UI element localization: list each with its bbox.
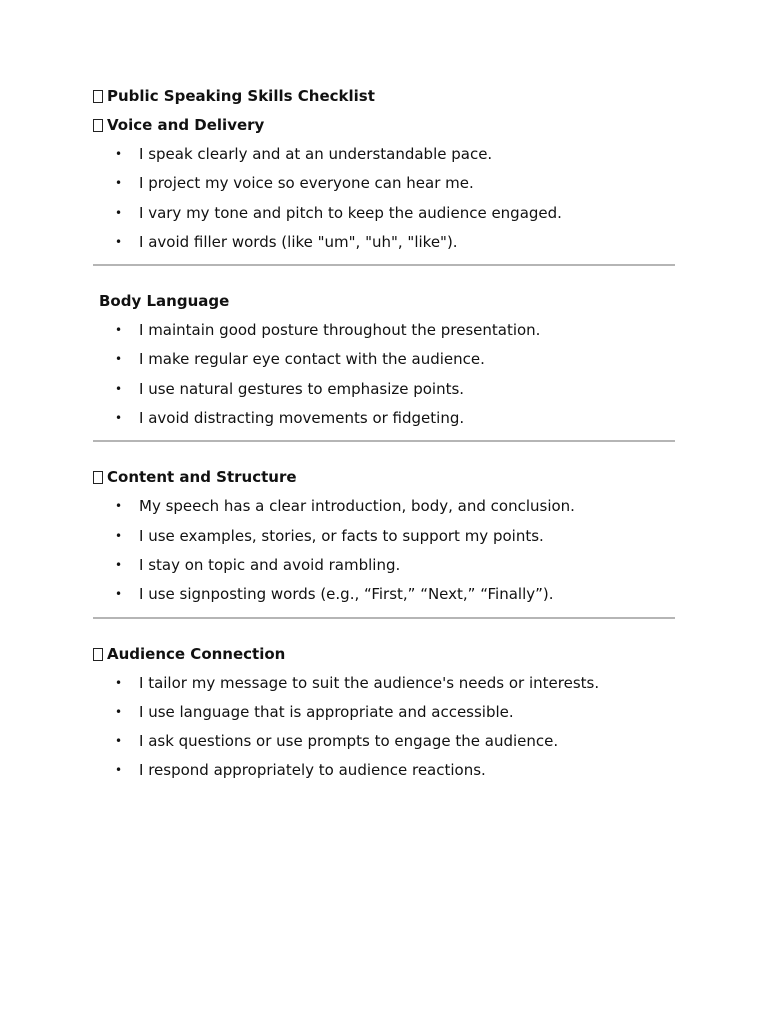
- bullet-icon: •: [115, 234, 123, 249]
- section-divider: [93, 440, 675, 442]
- bullet-icon: •: [115, 734, 123, 749]
- list-item: [93, 316, 675, 345]
- bullet-icon: •: [115, 675, 123, 690]
- bullet-icon: •: [115, 499, 123, 514]
- list-item-text: I make regular eye contact with the audience.: [139, 350, 485, 369]
- section-heading-text: Body Language: [99, 292, 230, 311]
- bullet-icon: •: [115, 557, 123, 572]
- section-heading: [93, 287, 675, 316]
- section-heading: [93, 463, 675, 492]
- document-title-text: Public Speaking Skills Checklist: [107, 87, 375, 105]
- section-body-language: [93, 287, 675, 442]
- list-item: [93, 345, 675, 374]
- list-item: [93, 169, 675, 198]
- list-item-text: I use examples, stories, or facts to support my points.: [139, 526, 544, 545]
- list-item: [93, 756, 675, 785]
- section-heading-text: Voice and Delivery: [107, 116, 265, 134]
- list-item: [93, 492, 675, 521]
- list-item: [93, 140, 675, 169]
- list-item: [93, 580, 675, 609]
- list-item-text: I tailor my message to suit the audience's needs or interests.: [139, 673, 600, 692]
- list-item-text: I avoid filler words (like "um", "uh", "like").: [139, 232, 458, 251]
- checklist-items: [93, 316, 675, 433]
- section-heading: [93, 640, 675, 669]
- list-item-text: I project my voice so everyone can hear me.: [139, 174, 474, 193]
- list-item: [93, 404, 675, 433]
- list-item-text: I ask questions or use prompts to engage the audience.: [139, 732, 559, 751]
- missing-glyph-icon: [93, 90, 103, 103]
- bullet-icon: •: [115, 205, 123, 220]
- list-item-text: I use signposting words (e.g., “First,” “Next,” “Finally”).: [139, 585, 554, 604]
- section-heading: [93, 111, 675, 140]
- list-item-text: I vary my tone and pitch to keep the audience engaged.: [139, 203, 562, 222]
- list-item: [93, 228, 675, 257]
- checklist-document: [93, 82, 675, 786]
- section-audience-connection: [93, 640, 675, 786]
- list-item-text: My speech has a clear introduction, body, and conclusion.: [139, 497, 575, 516]
- bullet-icon: •: [115, 147, 123, 161]
- bullet-icon: •: [115, 587, 123, 602]
- section-voice-and-delivery: [93, 111, 675, 266]
- bullet-icon: •: [115, 381, 123, 396]
- list-item: [93, 375, 675, 404]
- list-item-text: I avoid distracting movements or fidgeting.: [139, 409, 465, 428]
- missing-glyph-icon: [93, 471, 103, 484]
- bullet-icon: •: [115, 411, 123, 426]
- list-item-text: I respond appropriately to audience reactions.: [139, 761, 486, 780]
- list-item: [93, 727, 675, 756]
- section-content-and-structure: [93, 463, 675, 618]
- bullet-icon: •: [115, 763, 123, 778]
- bullet-icon: •: [115, 176, 123, 191]
- blank-glyph-icon: [93, 295, 95, 308]
- list-item: [93, 522, 675, 551]
- list-item-text: I use language that is appropriate and accessible.: [139, 702, 514, 721]
- bullet-icon: •: [115, 352, 123, 367]
- list-item: [93, 199, 675, 228]
- bullet-icon: •: [115, 528, 123, 543]
- section-heading-text: Audience Connection: [107, 644, 286, 663]
- section-divider: [93, 617, 675, 619]
- list-item: [93, 551, 675, 580]
- document-title: [93, 82, 675, 111]
- list-item-text: I maintain good posture throughout the presentation.: [139, 321, 541, 340]
- checklist-items: [93, 140, 675, 257]
- list-item-text: I speak clearly and at an understandable pace.: [139, 145, 493, 163]
- missing-glyph-icon: [93, 119, 103, 132]
- checklist-items: [93, 492, 675, 609]
- list-item: [93, 698, 675, 727]
- missing-glyph-icon: [93, 648, 103, 661]
- section-divider: [93, 264, 675, 266]
- section-heading-text: Content and Structure: [107, 468, 297, 487]
- checklist-items: [93, 669, 675, 786]
- bullet-icon: •: [115, 704, 123, 719]
- list-item-text: I stay on topic and avoid rambling.: [139, 555, 401, 574]
- bullet-icon: •: [115, 323, 123, 338]
- list-item: [93, 669, 675, 698]
- list-item-text: I use natural gestures to emphasize points.: [139, 379, 465, 398]
